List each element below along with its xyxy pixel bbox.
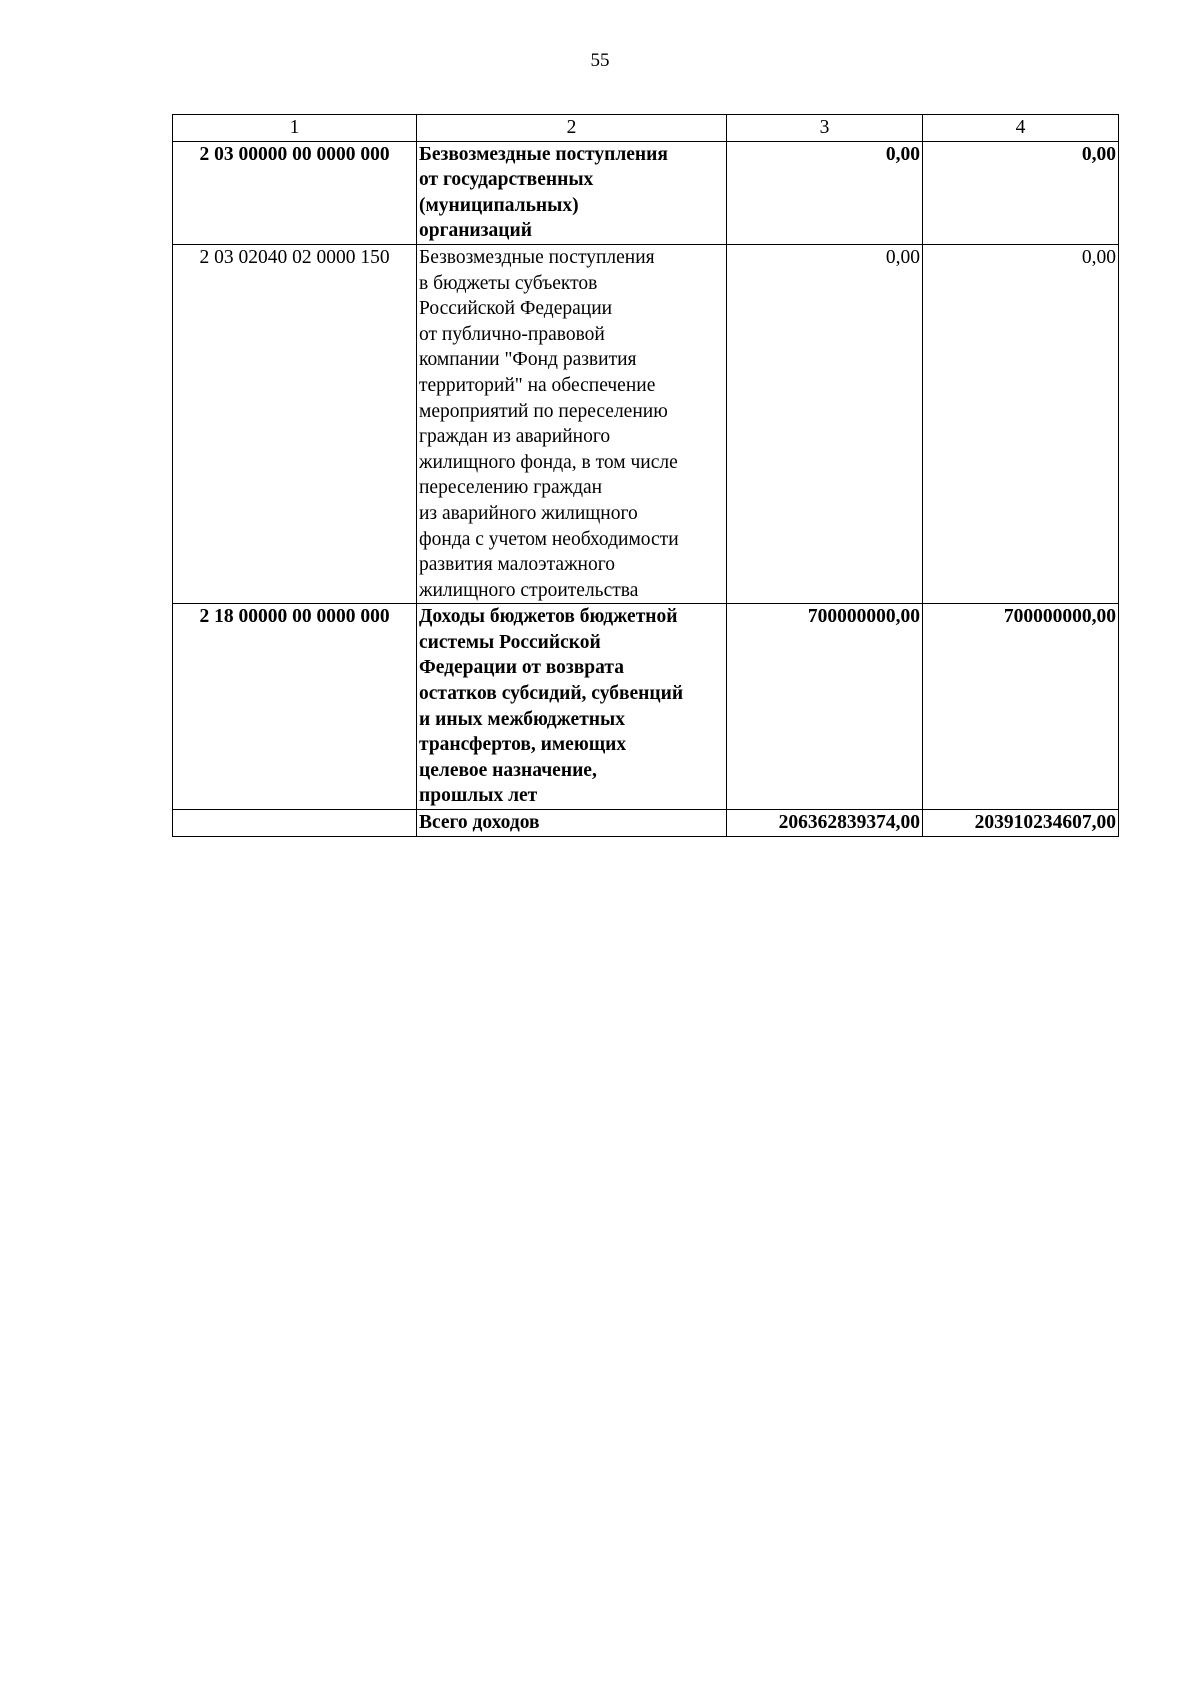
- revenue-name-line: системы Российской: [419, 631, 601, 653]
- revenue-name-line: от государственных: [419, 169, 594, 191]
- revenue-name-line: Всего доходов: [419, 812, 540, 834]
- budget-code-cell: [173, 810, 417, 837]
- revenue-name-line: Безвозмездные поступления: [419, 246, 655, 268]
- amount-col3-cell: 0,00: [727, 141, 923, 244]
- column-header-2: 2: [417, 115, 727, 142]
- revenue-name-line: и иных межбюджетных: [419, 708, 625, 730]
- page-number: 55: [590, 50, 610, 71]
- revenue-name-line: Безвозмездные поступления: [419, 143, 668, 165]
- table-row: [173, 141, 1119, 244]
- column-header-4: 4: [923, 115, 1119, 142]
- amount-col3-cell: 206362839374,00: [727, 810, 923, 837]
- revenue-name-line: компании "Фонд развития: [419, 349, 637, 371]
- table-row: [173, 810, 1119, 837]
- revenue-name-line: прошлых лет: [419, 785, 538, 807]
- revenue-name-line: Федерации от возврата: [419, 657, 624, 679]
- amount-col3-cell: 700000000,00: [727, 604, 923, 810]
- revenue-name-line: мероприятий по переселению: [419, 400, 668, 422]
- revenue-name-line: от публично-правовой: [419, 323, 605, 345]
- revenue-name-cell: [417, 244, 727, 603]
- revenue-name-line: Доходы бюджетов бюджетной: [419, 606, 678, 628]
- table-row: [173, 604, 1119, 810]
- revenue-name-line: из аварийного жилищного: [419, 502, 638, 524]
- revenue-name-line: жилищного фонда, в том числе: [419, 451, 678, 473]
- revenue-name-line: переселению граждан: [419, 477, 603, 499]
- table-header-row: [173, 115, 1119, 142]
- revenue-name-line: организаций: [419, 220, 532, 242]
- revenue-name-line: целевое назначение,: [419, 759, 597, 781]
- amount-col3-cell: 0,00: [727, 244, 923, 603]
- revenue-name-cell: [417, 604, 727, 810]
- amount-col4-cell: 203910234607,00: [923, 810, 1119, 837]
- revenue-name-line: граждан из аварийного: [419, 426, 611, 448]
- revenue-name-line: фонда с учетом необходимости: [419, 528, 679, 550]
- revenue-name-line: трансфертов, имеющих: [419, 734, 627, 756]
- revenue-name-cell: [417, 141, 727, 244]
- revenue-name-line: Российской Федерации: [419, 298, 613, 320]
- revenue-name-cell: [417, 810, 727, 837]
- amount-col4-cell: 0,00: [923, 141, 1119, 244]
- table-body: [173, 141, 1119, 836]
- amount-col4-cell: 700000000,00: [923, 604, 1119, 810]
- amount-col4-cell: 0,00: [923, 244, 1119, 603]
- revenue-name-line: жилищного строительства: [419, 579, 639, 601]
- revenue-name-line: остатков субсидий, субвенций: [419, 683, 684, 705]
- column-header-1: 1: [173, 115, 417, 142]
- revenue-name-line: (муниципальных): [419, 194, 579, 216]
- budget-code-cell: 2 18 00000 00 0000 000: [173, 604, 417, 810]
- column-header-3: 3: [727, 115, 923, 142]
- revenue-table: [172, 114, 1119, 837]
- table-row: [173, 244, 1119, 603]
- revenue-name-line: территорий" на обеспечение: [419, 374, 656, 396]
- revenue-name-line: развития малоэтажного: [419, 554, 616, 576]
- budget-code-cell: 2 03 00000 00 0000 000: [173, 141, 417, 244]
- revenue-name-line: в бюджеты субъектов: [419, 272, 598, 294]
- budget-code-cell: 2 03 02040 02 0000 150: [173, 244, 417, 603]
